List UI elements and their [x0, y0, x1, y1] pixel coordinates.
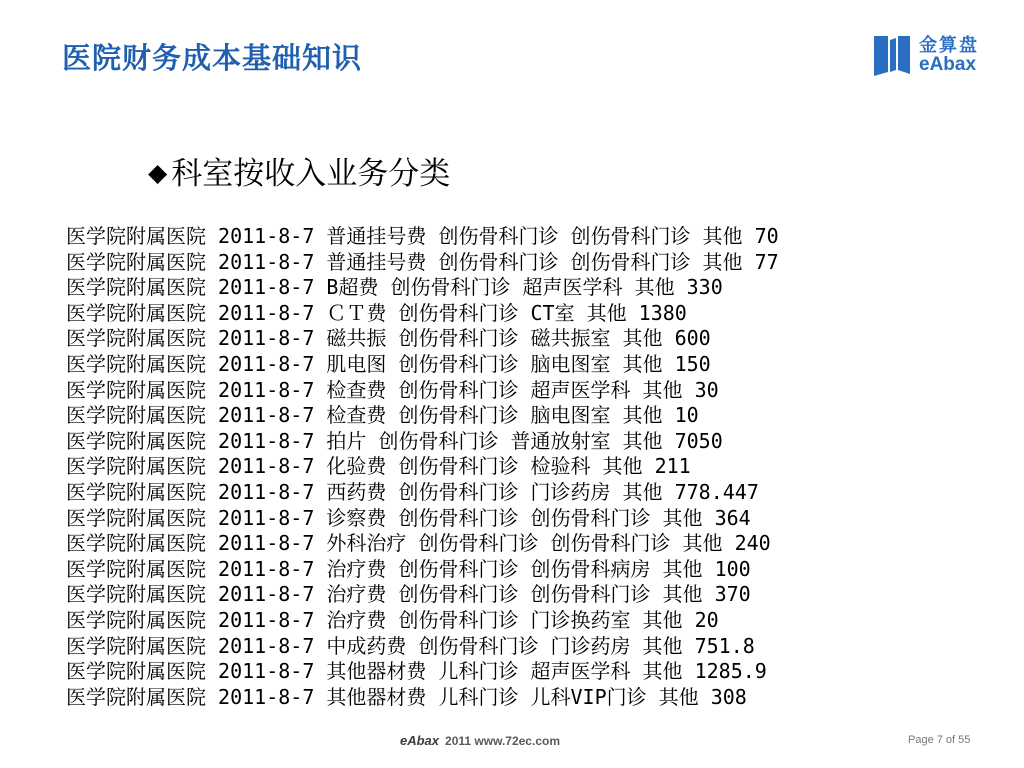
revenue-table	[66, 224, 1006, 709]
table-row: 医学院附属医院 2011-8-7 普通挂号费 创伤骨科门诊 创伤骨科门诊 其他 77	[66, 249, 779, 274]
table-row: 医学院附属医院 2011-8-7 诊察费 创伤骨科门诊 创伤骨科门诊 其他 364	[66, 505, 751, 530]
logo-text-cn: 金算盘	[919, 35, 979, 56]
table-row: 医学院附属医院 2011-8-7 治疗费 创伤骨科门诊 门诊换药室 其他 20	[66, 607, 719, 632]
bullet-diamond: ◆	[148, 158, 168, 187]
table-row: 医学院附属医院 2011-8-7 其他器材费 儿科门诊 儿科VIP门诊 其他 308	[66, 684, 747, 709]
table-row: 医学院附属医院 2011-8-7 中成药费 创伤骨科门诊 门诊药房 其他 751.8	[66, 633, 755, 658]
footer-brand	[400, 733, 560, 748]
table-row: 医学院附属医院 2011-8-7 磁共振 创伤骨科门诊 磁共振室 其他 600	[66, 326, 711, 351]
table-row: 医学院附属医院 2011-8-7 B超费 创伤骨科门诊 超声医学科 其他 330	[66, 275, 723, 300]
eabax-logo	[870, 32, 988, 82]
logo-mark-icon	[870, 32, 914, 80]
table-row: 医学院附属医院 2011-8-7 治疗费 创伤骨科门诊 创伤骨科病房 其他 100	[66, 556, 751, 581]
section-heading-text: 科室按收入业务分类	[171, 156, 451, 192]
table-row: 医学院附属医院 2011-8-7 外科治疗 创伤骨科门诊 创伤骨科门诊 其他 240	[66, 531, 771, 556]
table-row: 医学院附属医院 2011-8-7 检查费 创伤骨科门诊 超声医学科 其他 30	[66, 377, 719, 402]
table-row: 医学院附属医院 2011-8-7 其他器材费 儿科门诊 超声医学科 其他 1285.9	[66, 659, 767, 684]
slide-title: 医院财务成本基础知识	[62, 41, 363, 75]
section-heading	[148, 148, 450, 193]
table-row: 医学院附属医院 2011-8-7 检查费 创伤骨科门诊 脑电图室 其他 10	[66, 403, 699, 428]
table-row: 医学院附属医院 2011-8-7 西药费 创伤骨科门诊 门诊药房 其他 778.447	[66, 479, 759, 504]
table-row: 医学院附属医院 2011-8-7 拍片 创伤骨科门诊 普通放射室 其他 7050	[66, 428, 723, 453]
table-row: 医学院附属医院 2011-8-7 普通挂号费 创伤骨科门诊 创伤骨科门诊 其他 70	[66, 224, 779, 248]
footer-text: 2011 www.72ec.com	[445, 734, 560, 748]
table-row: 医学院附属医院 2011-8-7 ＣＴ费 创伤骨科门诊 CT室 其他 1380	[66, 300, 687, 325]
page-number: Page 7 of 55	[908, 734, 971, 746]
table-row: 医学院附属医院 2011-8-7 化验费 创伤骨科门诊 检验科 其他 211	[66, 454, 691, 479]
footer-brand-logo: eAbax	[400, 733, 440, 748]
table-row: 医学院附属医院 2011-8-7 肌电图 创伤骨科门诊 脑电图室 其他 150	[66, 351, 711, 376]
logo-text-en: eAbax	[919, 54, 977, 75]
table-row: 医学院附属医院 2011-8-7 治疗费 创伤骨科门诊 创伤骨科门诊 其他 370	[66, 582, 751, 607]
